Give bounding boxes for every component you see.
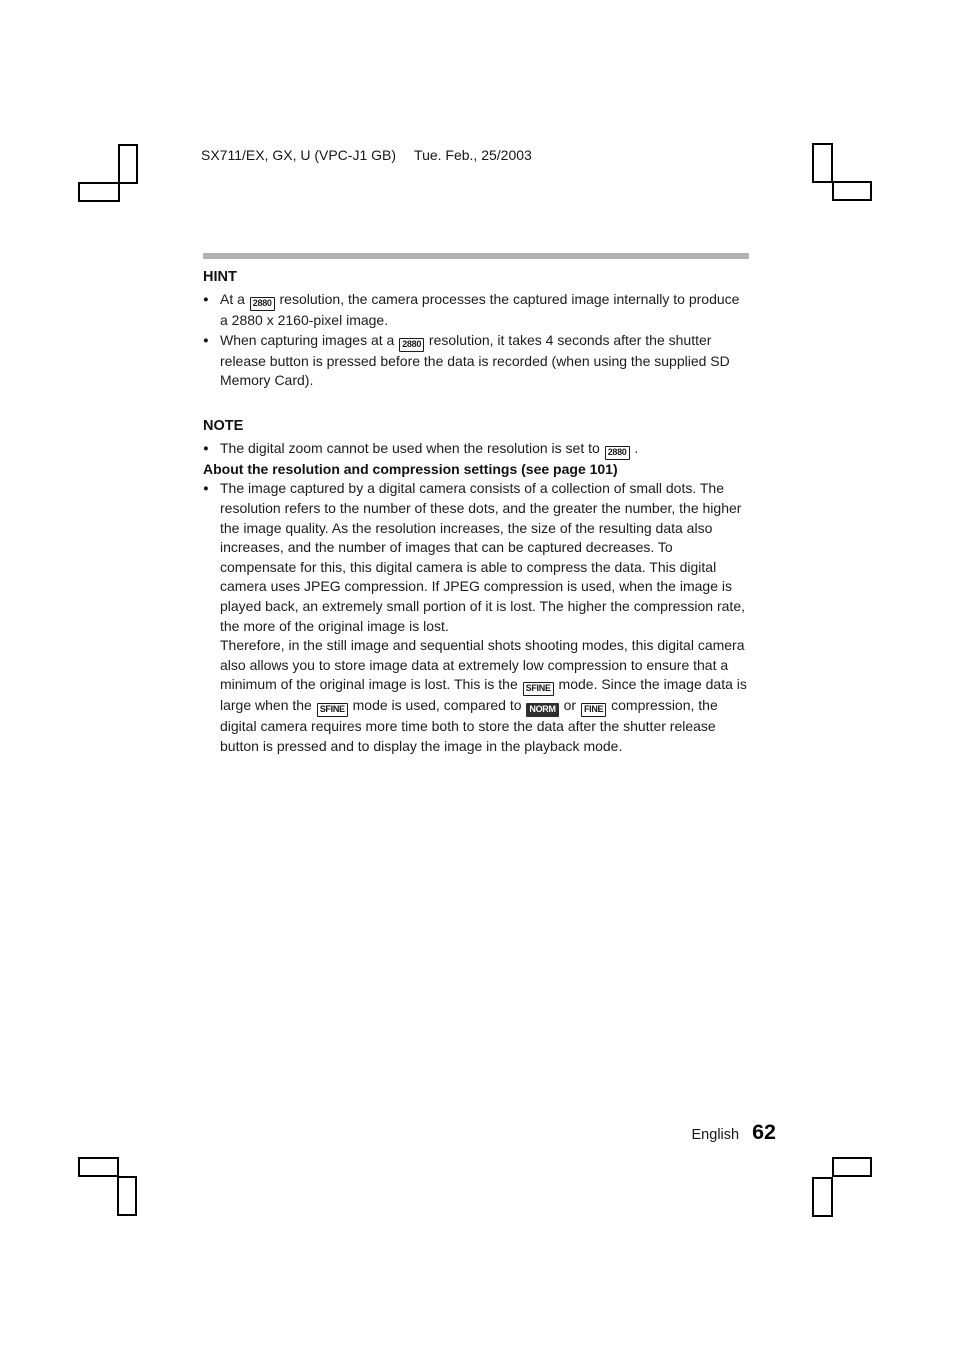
page-footer <box>692 1120 776 1145</box>
hint-bullet-2-text-cont: resolution, it takes 4 seconds after the shutter release button is pressed before the data is recorded (when using the supplied SD Memory Card). <box>220 331 730 389</box>
note-paragraph-1 <box>203 479 749 636</box>
hint-bullet-1-text: At a <box>220 291 249 307</box>
note-paragraph-2-text-3: or <box>559 697 580 714</box>
super-fine-quality-icon: SFINE <box>523 682 554 696</box>
note-paragraph-2-text-0: Therefore, in the still image and sequential shots shooting modes, this digital camera also allows you to store image data at extremely low compression to ensure that a minimum of the original image is lost. This is the <box>220 637 745 693</box>
crop-mark-bottom-right-horizontal <box>832 1157 872 1177</box>
note-bullet-1 <box>203 439 749 460</box>
resolution-2880-icon: 2880 <box>399 338 424 352</box>
super-fine-quality-icon: SFINE <box>317 703 348 717</box>
note-paragraph-2-text-2: mode is used, compared to <box>348 697 526 714</box>
fine-quality-icon: FINE <box>581 703 606 717</box>
hint-heading: HINT <box>203 269 237 285</box>
hint-bullet-1-text-cont: resolution, the camera processes the captured image internally to produce a 2880 x 2160-pixel image. <box>220 291 740 328</box>
header-date-text: Tue. Feb., 25/2003 <box>414 147 532 163</box>
hint-bullet-2 <box>203 331 749 391</box>
crop-mark-top-left-vertical <box>118 144 138 184</box>
note-paragraph-1-text: The image captured by a digital camera consists of a collection of small dots. The resolution refers to the number of these dots, and the greater the number, the higher the image quality. As the resolution increases, the size of the resulting data also increases, and the number of images that can be captured decreases. To compensate for this, this digital camera is able to compress the data. This digital camera uses JPEG compression. If JPEG compression is used, when the image is played back, an extremely small portion of it is lost. The higher the compression rate, the more of the original image is lost. <box>220 480 745 634</box>
note-heading: NOTE <box>203 417 244 434</box>
resolution-compression-subheading: About the resolution and compression settings (see page 101) <box>203 460 618 477</box>
crop-mark-bottom-right-vertical <box>812 1177 833 1217</box>
crop-mark-top-right-horizontal <box>832 181 872 201</box>
resolution-2880-icon: 2880 <box>250 297 275 311</box>
crop-mark-top-right-vertical <box>812 143 833 183</box>
normal-quality-icon: NORM <box>526 703 558 717</box>
crop-mark-top-left-horizontal <box>78 182 120 202</box>
note-paragraph-2-text-4: compression, the digital camera requires more time both to store the data after the shutter release button is pressed and to display the image in the playback mode. <box>220 697 718 754</box>
note-paragraph-2-text-1: mode. Since the image data is large when the <box>220 676 747 714</box>
hint-bullet-1 <box>203 290 749 331</box>
footer-language-label: English <box>691 1127 740 1143</box>
hint-bullet-2-text: When capturing images at a <box>220 331 399 348</box>
note-paragraph-2 <box>220 636 749 756</box>
note-bullet-1-text-cont: . <box>630 439 639 456</box>
crop-mark-bottom-left-vertical <box>117 1176 137 1216</box>
resolution-2880-icon: 2880 <box>605 446 630 460</box>
crop-mark-bottom-left-horizontal <box>78 1157 119 1177</box>
page-body <box>203 253 749 757</box>
section-divider-bar <box>203 253 749 259</box>
note-bullet-1-text: The digital zoom cannot be used when the resolution is set to <box>220 439 604 456</box>
running-header <box>201 146 532 164</box>
header-model-text: SX711/EX, GX, U (VPC-J1 GB) <box>201 147 397 163</box>
page-number: 62 <box>752 1120 776 1144</box>
